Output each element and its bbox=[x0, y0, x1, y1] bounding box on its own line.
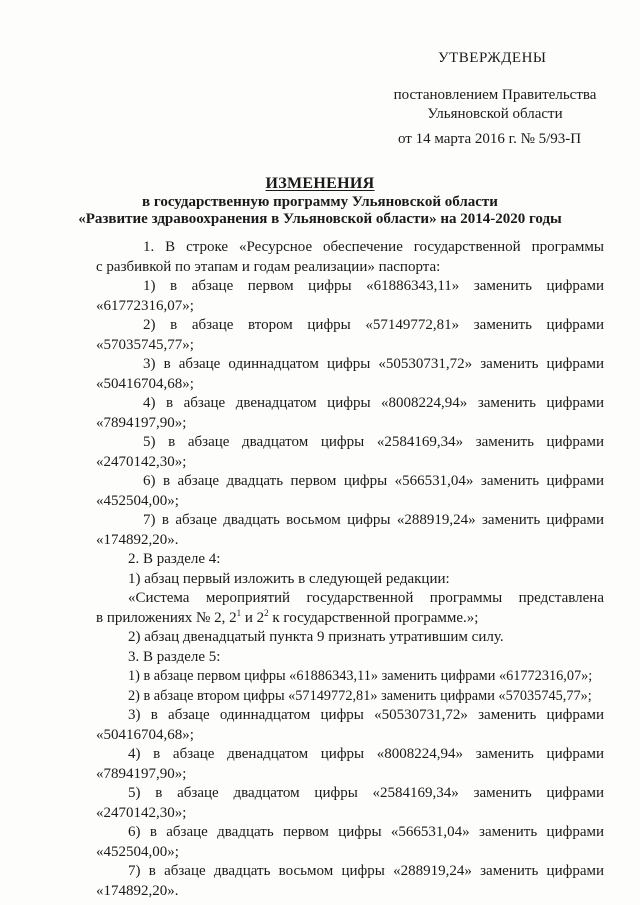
text-line: 4) в абзаце двенадцатом цифры «8008224,94» заменить цифрами bbox=[128, 746, 604, 762]
text-line: 2) в абзаце втором цифры «57149772,81» заменить цифрами «57035745,77»; bbox=[128, 687, 592, 704]
text-line: «50416704,68»; bbox=[96, 726, 194, 743]
text-line: 1) в абзаце первом цифры «61886343,11» заменить цифрами bbox=[143, 278, 604, 294]
text-line: 6) в абзаце двадцать первом цифры «566531,04» заменить цифрами bbox=[143, 473, 604, 489]
text-line: 1. В строке «Ресурсное обеспечение государственной программы bbox=[143, 239, 604, 255]
text-line: 2. В разделе 4: bbox=[128, 551, 221, 567]
text-line: «57035745,77»; bbox=[96, 336, 194, 353]
text-line: «2470142,30»; bbox=[96, 453, 187, 470]
text-line: 3) в абзаце одиннадцатом цифры «50530731,72» заменить цифрами bbox=[143, 356, 604, 372]
text-line: 3. В разделе 5: bbox=[128, 648, 221, 665]
text-line: «2470142,30»; bbox=[96, 804, 187, 821]
decree-line-2: Ульяновской области bbox=[427, 106, 563, 122]
text-line: 3) в абзаце одиннадцатом цифры «50530731,72» заменить цифрами bbox=[128, 707, 604, 723]
document-body bbox=[96, 238, 604, 901]
text-line: «50416704,68»; bbox=[96, 375, 194, 392]
text-fragment: к государственной программе.»; bbox=[268, 609, 479, 626]
text-line: «61772316,07»; bbox=[96, 297, 194, 314]
text-line: 1) в абзаце первом цифры «61886343,11» заменить цифрами «61772316,07»; bbox=[128, 668, 593, 684]
superscript: 1 bbox=[236, 607, 242, 618]
decree-date: от 14 марта 2016 г. № 5/93-П bbox=[398, 131, 582, 147]
text-line bbox=[96, 609, 604, 629]
text-line: «452504,00»; bbox=[96, 492, 179, 509]
decree-line-1: постановлением Правительства bbox=[393, 87, 597, 103]
document-subtitle-2: «Развитие здравоохранения в Ульяновской области» на 2014-2020 годы bbox=[78, 211, 562, 227]
text-line: 7) в абзаце двадцать восьмом цифры «288919,24» заменить цифрами bbox=[143, 512, 604, 528]
decree-block bbox=[390, 86, 600, 124]
superscript: 2 bbox=[264, 607, 269, 618]
text-line: 1) абзац первый изложить в следующей редакции: bbox=[128, 570, 450, 587]
text-line: 2) в абзаце втором цифры «57149772,81» заменить цифрами bbox=[143, 317, 604, 333]
document-title: ИЗМЕНЕНИЯ bbox=[265, 175, 375, 192]
text-line: «Система мероприятий государственной программы представлена bbox=[128, 590, 604, 606]
text-line: «7894197,90»; bbox=[96, 765, 187, 782]
text-line: с разбивкой по этапам и годам реализации» паспорта: bbox=[96, 258, 441, 275]
text-line: 7) в абзаце двадцать восьмом цифры «288919,24» заменить цифрами bbox=[128, 863, 604, 879]
text-line: 5) в абзаце двадцатом цифры «2584169,34» заменить цифрами bbox=[143, 434, 604, 450]
text-line: «174892,20». bbox=[96, 882, 179, 899]
approved-heading: УТВЕРЖДЕНЫ bbox=[438, 50, 547, 66]
text-line: «7894197,90»; bbox=[96, 414, 187, 431]
document-subtitle-1: в государственную программу Ульяновской области bbox=[142, 194, 498, 210]
text-fragment: в приложениях № 2, 2 bbox=[96, 609, 237, 626]
text-line: 5) в абзаце двадцатом цифры «2584169,34» заменить цифрами bbox=[128, 785, 604, 801]
text-line: «174892,20». bbox=[96, 531, 179, 548]
text-line: 2) абзац двенадцатый пункта 9 признать утратившим силу. bbox=[128, 629, 504, 645]
text-line: 4) в абзаце двенадцатом цифры «8008224,94» заменить цифрами bbox=[143, 395, 604, 411]
text-line: 6) в абзаце двадцать первом цифры «566531,04» заменить цифрами bbox=[128, 824, 604, 840]
text-fragment: и 2 bbox=[241, 609, 265, 626]
text-line: «452504,00»; bbox=[96, 843, 179, 860]
